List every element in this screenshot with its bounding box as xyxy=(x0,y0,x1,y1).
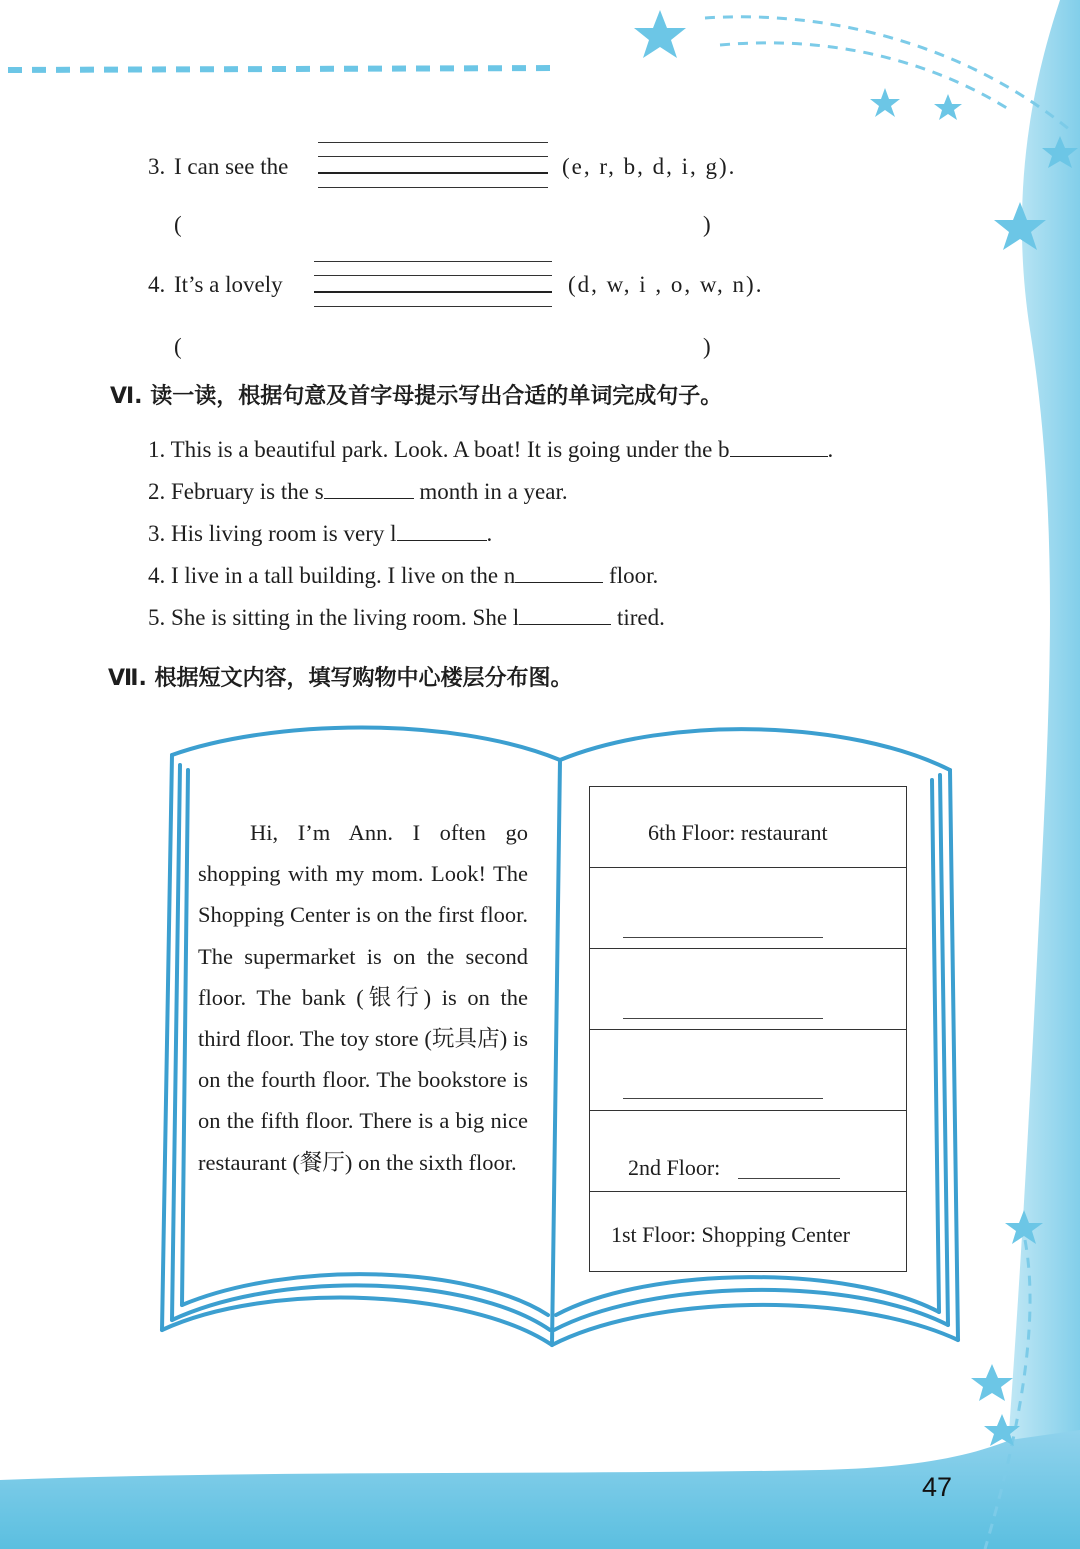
table-divider xyxy=(589,948,907,949)
floor-6-label: 6th Floor: restaurant xyxy=(648,820,828,845)
exercise6-item-5 xyxy=(148,602,665,633)
answer-open-paren: ( xyxy=(174,212,182,237)
floor-3-answer-blank[interactable] xyxy=(623,1098,823,1099)
exercise6-heading: Ⅵ. 读一读，根据句意及首字母提示写出合适的单词完成句子。 xyxy=(110,384,723,409)
letters-hint: (d, w, i , o, w, n). xyxy=(568,272,764,297)
exercise6-item-1 xyxy=(148,434,833,465)
page-number: 47 xyxy=(921,1472,952,1502)
sentence-after: . xyxy=(827,437,834,462)
star-icon xyxy=(870,88,900,117)
sentence-before: I live in a tall building. I live on the n xyxy=(171,563,516,588)
exercise6-item-3 xyxy=(148,518,492,549)
star-icon xyxy=(971,1364,1013,1401)
exercise7-heading: Ⅶ. 根据短文内容，填写购物中心楼层分布图。 xyxy=(108,666,573,691)
answer-close-paren: ) xyxy=(703,212,711,237)
item-number: 3. xyxy=(148,154,166,179)
four-line-writing-grid[interactable] xyxy=(314,261,552,307)
answer-blank[interactable] xyxy=(519,602,611,625)
star-icon xyxy=(934,94,962,120)
sentence-text: It’s a lovely xyxy=(174,272,283,297)
exercise6-item-4 xyxy=(148,560,658,591)
sentence-before: February is the s xyxy=(171,479,324,504)
answer-blank[interactable] xyxy=(324,476,414,499)
item-number: 5. xyxy=(148,605,166,630)
answer-blank[interactable] xyxy=(515,560,603,583)
answer-open-paren: ( xyxy=(174,334,182,359)
floor-2-answer-blank[interactable] xyxy=(738,1178,840,1179)
floor-1-label: 1st Floor: Shopping Center xyxy=(611,1222,850,1247)
item-number: 3. xyxy=(148,521,166,546)
sentence-text: I can see the xyxy=(174,154,289,179)
sentence-before: This is a beautiful park. Look. A boat! It is going under the b xyxy=(170,437,730,462)
item-number: 4. xyxy=(148,563,166,588)
sentence-after: month in a year. xyxy=(419,479,568,504)
table-divider xyxy=(589,1110,907,1111)
floor-5-answer-blank[interactable] xyxy=(623,937,823,938)
item-number: 1. xyxy=(148,437,166,462)
answer-blank[interactable] xyxy=(397,518,487,541)
star-icon xyxy=(634,10,686,58)
sentence-after: tired. xyxy=(616,605,665,630)
table-divider xyxy=(589,867,907,868)
floor-2-label: 2nd Floor: xyxy=(628,1155,721,1180)
four-line-writing-grid[interactable] xyxy=(318,142,548,188)
letters-hint: (e, r, b, d, i, g). xyxy=(562,154,737,179)
sentence-after: floor. xyxy=(609,563,659,588)
answer-blank[interactable] xyxy=(730,434,828,457)
table-divider xyxy=(589,1029,907,1030)
item-number: 2. xyxy=(148,479,166,504)
bottom-wave-decoration xyxy=(0,1430,1080,1549)
sentence-before: His living room is very l xyxy=(171,521,397,546)
answer-close-paren: ) xyxy=(703,334,711,359)
sentence-before: She is sitting in the living room. She l xyxy=(171,605,520,630)
reading-passage: Hi, I’m Ann. I often go shopping with my mom. Look! The Shopping Center is on the first floor. The supermarket is on the second floor. The bank (银行) is on the third floor. The toy store (玩具店) is on the fourth floor. The bookstore is on the fifth floor. There is a big nice restaurant (餐厅) on the sixth floor. xyxy=(198,820,528,1175)
sentence-after: . xyxy=(486,521,493,546)
exercise6-item-2 xyxy=(148,476,568,507)
floor-4-answer-blank[interactable] xyxy=(623,1018,823,1019)
item-number: 4. xyxy=(148,272,166,297)
table-divider xyxy=(589,1191,907,1192)
